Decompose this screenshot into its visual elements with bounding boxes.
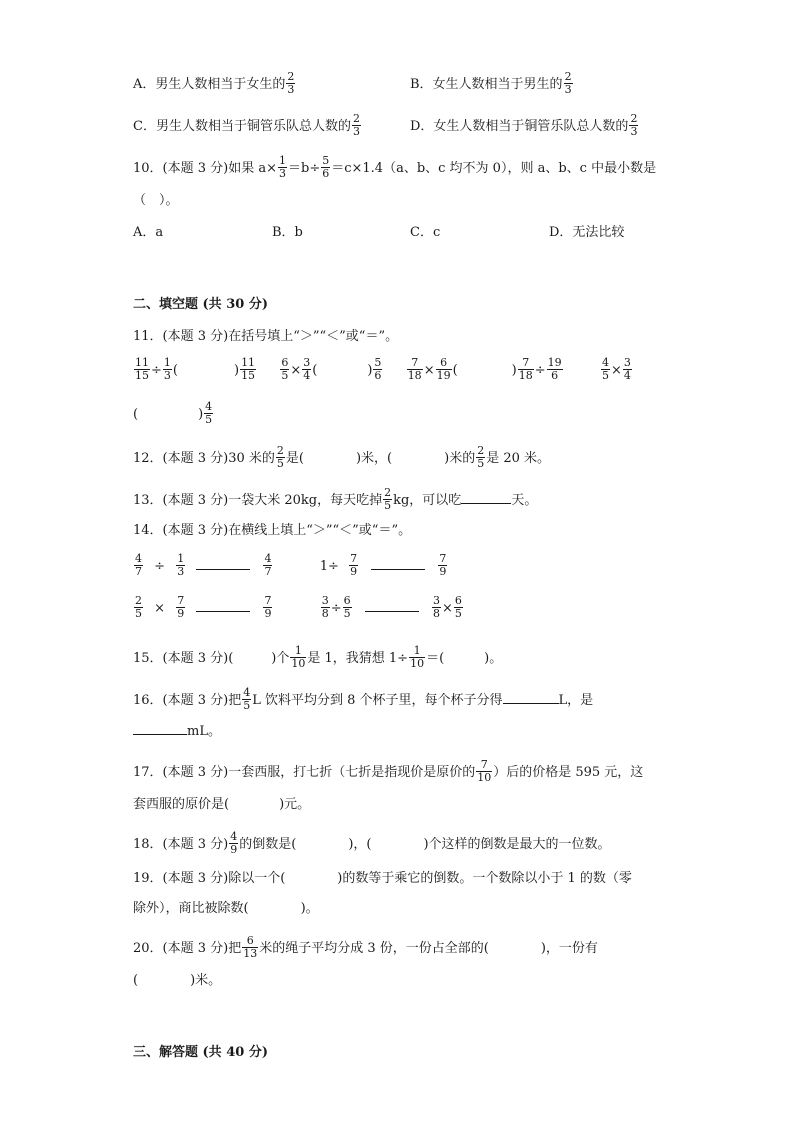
q14-stem: 14．(本题 3 分)在横线上填上“＞”“＜”或“＝”。 — [133, 523, 412, 538]
fraction: $\frac{7}{9}$ — [439, 552, 447, 578]
fraction: $\frac{3}{8}$ — [321, 594, 329, 620]
answer-blank[interactable] — [371, 557, 425, 570]
q16-stem-line2: mL。 — [133, 722, 221, 741]
fraction: $\frac{2}{5}$ — [477, 444, 485, 470]
q11-expressions: $\frac{11}{15}$ ÷ $\frac{1}{3}$ ( ) $\frac{11}{15}$ $\frac{6}{5}$ × $\frac{3}{4}$ ( ) $\frac{5}{6}$ $\frac{7}{18}$ × $\frac{6}{19}$ ( ) $\frac{7}{18}$ ÷ $\frac{19}{6}$ $\frac{4}{5}$ × $\frac{3}{4}$ — [135, 356, 631, 382]
section-title: 二、填空题 (共 30 分) — [133, 297, 268, 312]
fraction: $\frac{4}{7}$ — [264, 552, 272, 578]
fraction: $\frac{7}{9}$ — [177, 594, 185, 620]
fraction: $\frac{6}{5}$ — [281, 356, 289, 382]
fraction: $\frac{4}{5}$ — [205, 400, 213, 426]
fraction: $\frac{7}{10}$ — [477, 758, 492, 784]
q20-stem-line2: ( )米。 — [133, 973, 222, 988]
fraction: $\frac{2}{5}$ — [135, 594, 142, 620]
q19-stem-line2: 除外），商比被除数( )。 — [133, 901, 319, 916]
answer-paren-open[interactable]: ( — [312, 363, 318, 378]
fraction: $\frac{1}{10}$ — [410, 644, 425, 670]
answer-paren-open[interactable]: ( — [172, 363, 178, 378]
fraction: $\frac{2}{3}$ — [352, 112, 360, 138]
q20-stem: 20．(本题 3 分)把 $\frac{6}{13}$ 米的绳子平均分成 3 份，一份占全部的( )，一份有 — [133, 934, 598, 960]
q14-row-1: $\frac{4}{7}$ ÷ $\frac{1}{3}$ $\frac{4}{7}$ 1÷ $\frac{7}{9}$ $\frac{7}{9}$ — [135, 552, 447, 578]
answer-blank[interactable] — [196, 557, 250, 570]
fraction: $\frac{6}{13}$ — [243, 934, 258, 960]
q10-option-c: C．c — [410, 225, 441, 240]
q10-option-b: B．b — [272, 225, 303, 240]
fraction: $\frac{5}{6}$ — [374, 356, 382, 382]
fraction: $\frac{5}{6}$ — [322, 154, 330, 180]
fraction: $\frac{4}{7}$ — [135, 552, 142, 578]
q15-stem: 15．(本题 3 分)( )个 $\frac{1}{10}$ 是 1，我猜想 1÷ $\frac{1}{10}$ ＝( )。 — [133, 644, 503, 670]
option-text: A．男生人数相当于女生的 — [133, 77, 286, 92]
fraction: $\frac{3}{8}$ — [432, 594, 440, 620]
q11-stem: 11．(本题 3 分)在括号填上“＞”“＜”或“＝”。 — [133, 329, 399, 344]
answer-paren-open[interactable]: ( — [452, 363, 458, 378]
option-text: B．女生人数相当于男生的 — [410, 77, 563, 92]
fraction: $\frac{7}{18}$ — [518, 356, 533, 382]
q10-stem: 10．(本题 3 分)如果 a× $\frac{1}{3}$ ＝b÷ $\frac{5}{6}$ ＝c×1.4（a、b、c 均不为 0），则 a、b、c 中最小数是 — [133, 154, 657, 180]
q9-option-a — [133, 72, 296, 97]
fraction: $\frac{6}{19}$ — [436, 356, 451, 382]
fraction: $\frac{4}{5}$ — [243, 686, 251, 712]
fraction: $\frac{1}{3}$ — [279, 154, 286, 180]
answer-paren-open[interactable]: ( — [133, 407, 139, 422]
q19-stem: 19．(本题 3 分)除以一个( )的数等于乘它的倒数。一个数除以小于 1 的数（零 — [133, 871, 632, 886]
q9-option-d — [410, 114, 639, 139]
fraction: $\frac{2}{3}$ — [630, 112, 638, 138]
answer-blank[interactable] — [503, 691, 559, 704]
fraction: $\frac{11}{15}$ — [241, 356, 256, 382]
fraction: $\frac{2}{3}$ — [287, 70, 295, 96]
q18-stem: 18．(本题 3 分) $\frac{4}{9}$ 的倒数是( )，( )个这样的倒数是最大的一位数。 — [133, 830, 611, 856]
q10-answer-paren: （ ）。 — [133, 193, 179, 208]
option-text: D．女生人数相当于铜管乐队总人数的 — [410, 119, 629, 134]
q10-option-a: A．a — [133, 225, 164, 240]
fraction: $\frac{7}{9}$ — [350, 552, 358, 578]
fraction: $\frac{1}{10}$ — [291, 644, 306, 670]
fraction: $\frac{3}{4}$ — [303, 356, 311, 382]
fraction: $\frac{3}{4}$ — [623, 356, 631, 382]
fraction: $\frac{1}{3}$ — [177, 552, 185, 578]
fraction: $\frac{6}{5}$ — [454, 594, 462, 620]
fraction: $\frac{2}{5}$ — [384, 486, 392, 512]
fraction: $\frac{11}{15}$ — [135, 356, 149, 382]
section-title: 三、解答题 (共 40 分) — [133, 1045, 268, 1060]
fraction: $\frac{2}{5}$ — [276, 444, 284, 470]
fraction: $\frac{1}{3}$ — [163, 356, 171, 382]
answer-blank[interactable] — [133, 722, 187, 735]
fraction: $\frac{7}{18}$ — [407, 356, 422, 382]
q13-stem: 13．(本题 3 分)一袋大米 20kg，每天吃掉 $\frac{2}{5}$ kg，可以吃 天。 — [133, 486, 538, 512]
q11-expression-4-tail: ( ) $\frac{4}{5}$ — [133, 400, 213, 426]
fraction: $\frac{6}{5}$ — [343, 594, 351, 620]
fraction: $\frac{4}{5}$ — [601, 356, 609, 382]
q17-stem-line2: 套西服的原价是( )元。 — [133, 797, 311, 812]
q14-row-2: $\frac{2}{5}$ × $\frac{7}{9}$ $\frac{7}{9}$ $\frac{3}{8}$ ÷ $\frac{6}{5}$ $\frac{3}{8}$ × $\frac{6}{5}$ — [135, 594, 462, 620]
option-text: C．男生人数相当于铜管乐队总人数的 — [133, 119, 351, 134]
fraction: $\frac{7}{9}$ — [264, 594, 272, 620]
q16-stem: 16．(本题 3 分)把 $\frac{4}{5}$ L 饮料平均分到 8 个杯子里，每个杯子分得 L，是 — [133, 686, 594, 712]
q9-option-b — [410, 72, 574, 97]
fraction: $\frac{2}{3}$ — [564, 70, 572, 96]
answer-blank[interactable] — [461, 491, 511, 504]
fraction: $\frac{19}{6}$ — [547, 356, 562, 382]
fraction: $\frac{4}{9}$ — [230, 830, 238, 856]
q12-stem: 12．(本题 3 分)30 米的 $\frac{2}{5}$ 是( )米，( )米的 $\frac{2}{5}$ 是 20 米。 — [133, 444, 551, 470]
q10-option-d: D．无法比较 — [549, 225, 625, 240]
answer-blank[interactable] — [365, 599, 419, 612]
q9-option-c — [133, 114, 362, 139]
answer-blank[interactable] — [196, 599, 250, 612]
q17-stem: 17．(本题 3 分)一套西服，打七折（七折是指现价是原价的 $\frac{7}{10}$ ）后的价格是 595 元，这 — [133, 758, 644, 784]
